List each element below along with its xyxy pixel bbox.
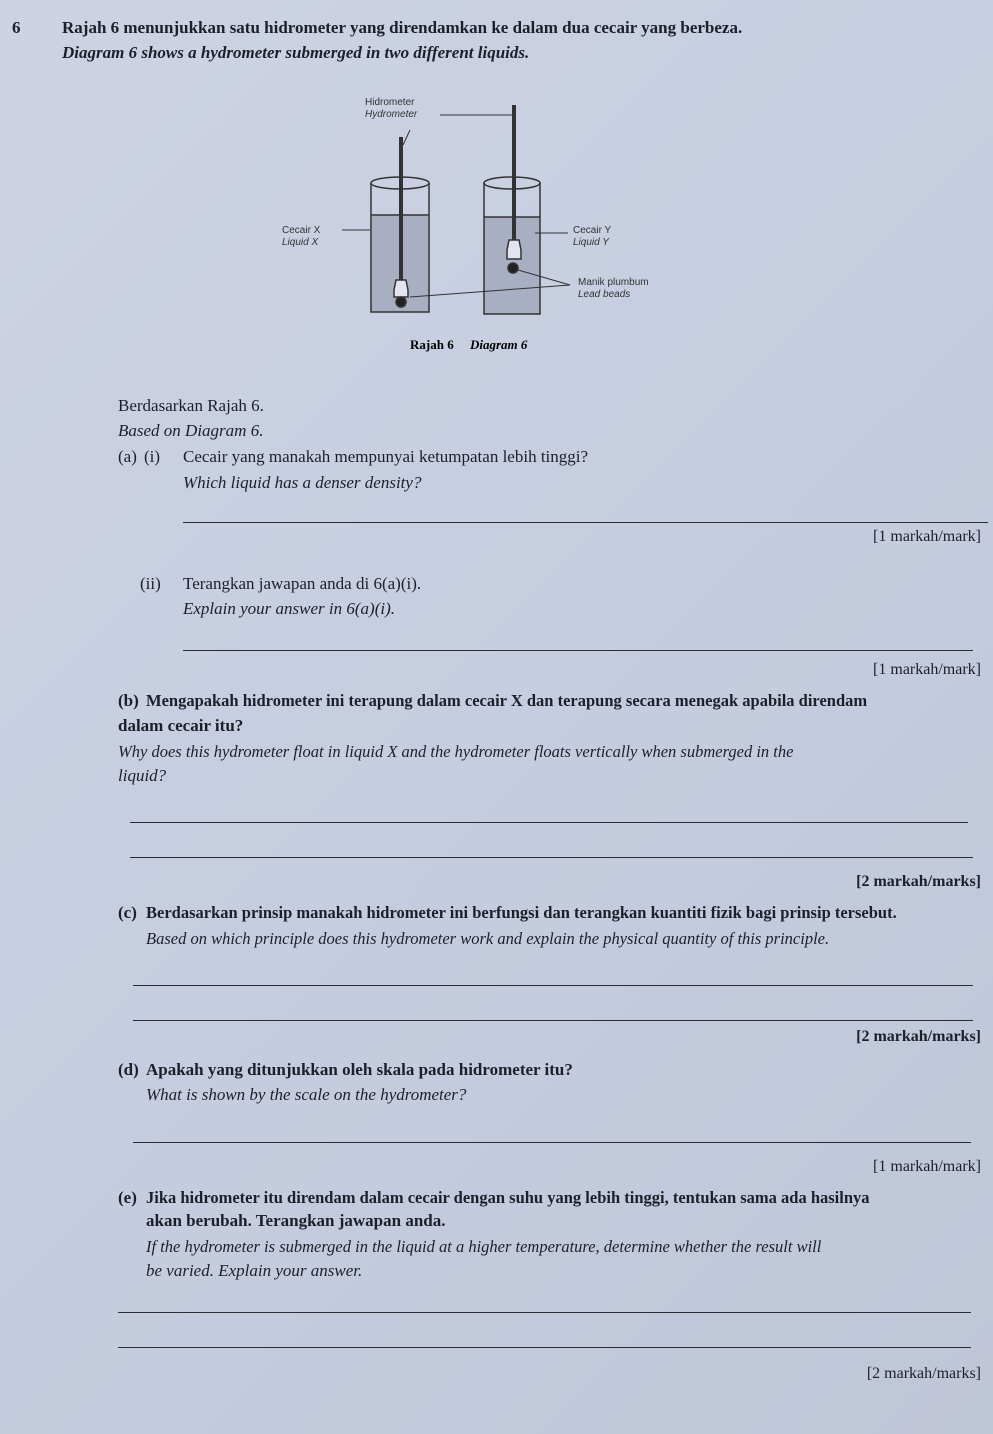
part-e-en1: If the hydrometer is submerged in the liquid at a higher temperature, determine whether the result will bbox=[146, 1237, 822, 1256]
part-e-ms2: akan berubah. Terangkan jawapan anda. bbox=[146, 1211, 446, 1230]
mark-aii: [1 markah/mark] bbox=[873, 661, 981, 678]
label-lead-en: Lead beads bbox=[578, 289, 631, 300]
answer-line-d[interactable] bbox=[133, 1142, 971, 1143]
part-ai-ms: Cecair yang manakah mempunyai ketumpatan lebih tinggi? bbox=[183, 447, 589, 466]
mark-e: [2 markah/marks] bbox=[866, 1365, 981, 1382]
part-b-ms2: dalam cecair itu? bbox=[118, 716, 244, 735]
question-number: 6 bbox=[12, 18, 21, 37]
part-ai-en: Which liquid has a denser density? bbox=[183, 473, 422, 492]
mark-d: [1 markah/mark] bbox=[873, 1158, 981, 1175]
part-e-ms1: Jika hidrometer itu direndam dalam cecair dengan suhu yang lebih tinggi, tentukan sama ada hasilnya bbox=[146, 1188, 870, 1207]
part-aii-ms: Terangkan jawapan anda di 6(a)(i). bbox=[183, 574, 422, 593]
hydrometer-diagram bbox=[270, 85, 690, 355]
part-d-en: What is shown by the scale on the hydrometer? bbox=[146, 1085, 467, 1104]
part-c-en: Based on which principle does this hydrometer work and explain the physical quantity of this principle. bbox=[146, 929, 830, 948]
part-c-ms: Berdasarkan prinsip manakah hidrometer ini berfungsi dan terangkan kuantiti fizik bagi prinsip tersebut. bbox=[146, 903, 897, 922]
label-liquid-x-ms: Cecair X bbox=[282, 225, 321, 236]
label-liquid-x-en: Liquid X bbox=[282, 237, 319, 248]
answer-line-b2[interactable] bbox=[130, 857, 973, 858]
part-c-label: (c) bbox=[118, 903, 137, 922]
part-aii-en: Explain your answer in 6(a)(i). bbox=[183, 599, 395, 618]
mark-c: [2 markah/marks] bbox=[856, 1028, 981, 1045]
mark-b: [2 markah/marks] bbox=[856, 873, 981, 890]
part-b-en1: Why does this hydrometer float in liquid X and the hydrometer floats vertically when submerged in the bbox=[118, 742, 794, 761]
part-b-label: (b) bbox=[118, 691, 139, 710]
part-a-label: (a) bbox=[118, 447, 137, 466]
question-stem-en: Diagram 6 shows a hydrometer submerged in two different liquids. bbox=[62, 43, 530, 62]
question-stem-ms: Rajah 6 menunjukkan satu hidrometer yang direndamkan ke dalam dua cecair yang berbeza. bbox=[62, 18, 743, 37]
lead-bead-right bbox=[508, 263, 518, 273]
part-aii-label: (ii) bbox=[140, 574, 161, 593]
caption-ms: Rajah 6 bbox=[410, 337, 454, 352]
label-lead-ms: Manik plumbum bbox=[578, 277, 649, 288]
intro-en: Based on Diagram 6. bbox=[118, 421, 264, 440]
answer-line-b1[interactable] bbox=[130, 822, 968, 823]
part-d-label: (d) bbox=[118, 1060, 139, 1079]
answer-line-aii[interactable] bbox=[183, 650, 973, 651]
label-hydrometer-en: Hydrometer bbox=[365, 109, 418, 120]
answer-line-ai[interactable] bbox=[183, 522, 988, 523]
part-ai-label: (i) bbox=[144, 447, 161, 466]
part-e-en2: be varied. Explain your answer. bbox=[146, 1261, 363, 1280]
part-e-label: (e) bbox=[118, 1188, 137, 1207]
label-liquid-y-ms: Cecair Y bbox=[573, 225, 612, 236]
lead-bead-left bbox=[396, 297, 406, 307]
label-liquid-y-en: Liquid Y bbox=[573, 237, 609, 248]
mark-ai: [1 markah/mark] bbox=[873, 528, 981, 545]
part-b-en2: liquid? bbox=[118, 766, 167, 785]
caption-en: Diagram 6 bbox=[470, 337, 528, 352]
answer-line-c1[interactable] bbox=[133, 985, 973, 986]
answer-line-c2[interactable] bbox=[133, 1020, 973, 1021]
answer-line-e2[interactable] bbox=[118, 1347, 971, 1348]
intro-ms: Berdasarkan Rajah 6. bbox=[118, 396, 264, 415]
part-d-ms: Apakah yang ditunjukkan oleh skala pada hidrometer itu? bbox=[146, 1060, 573, 1079]
answer-line-e1[interactable] bbox=[118, 1312, 971, 1313]
part-b-ms1: Mengapakah hidrometer ini terapung dalam cecair X dan terapung secara menegak apabila direndam bbox=[146, 691, 868, 710]
label-hydrometer-ms: Hidrometer bbox=[365, 97, 415, 108]
